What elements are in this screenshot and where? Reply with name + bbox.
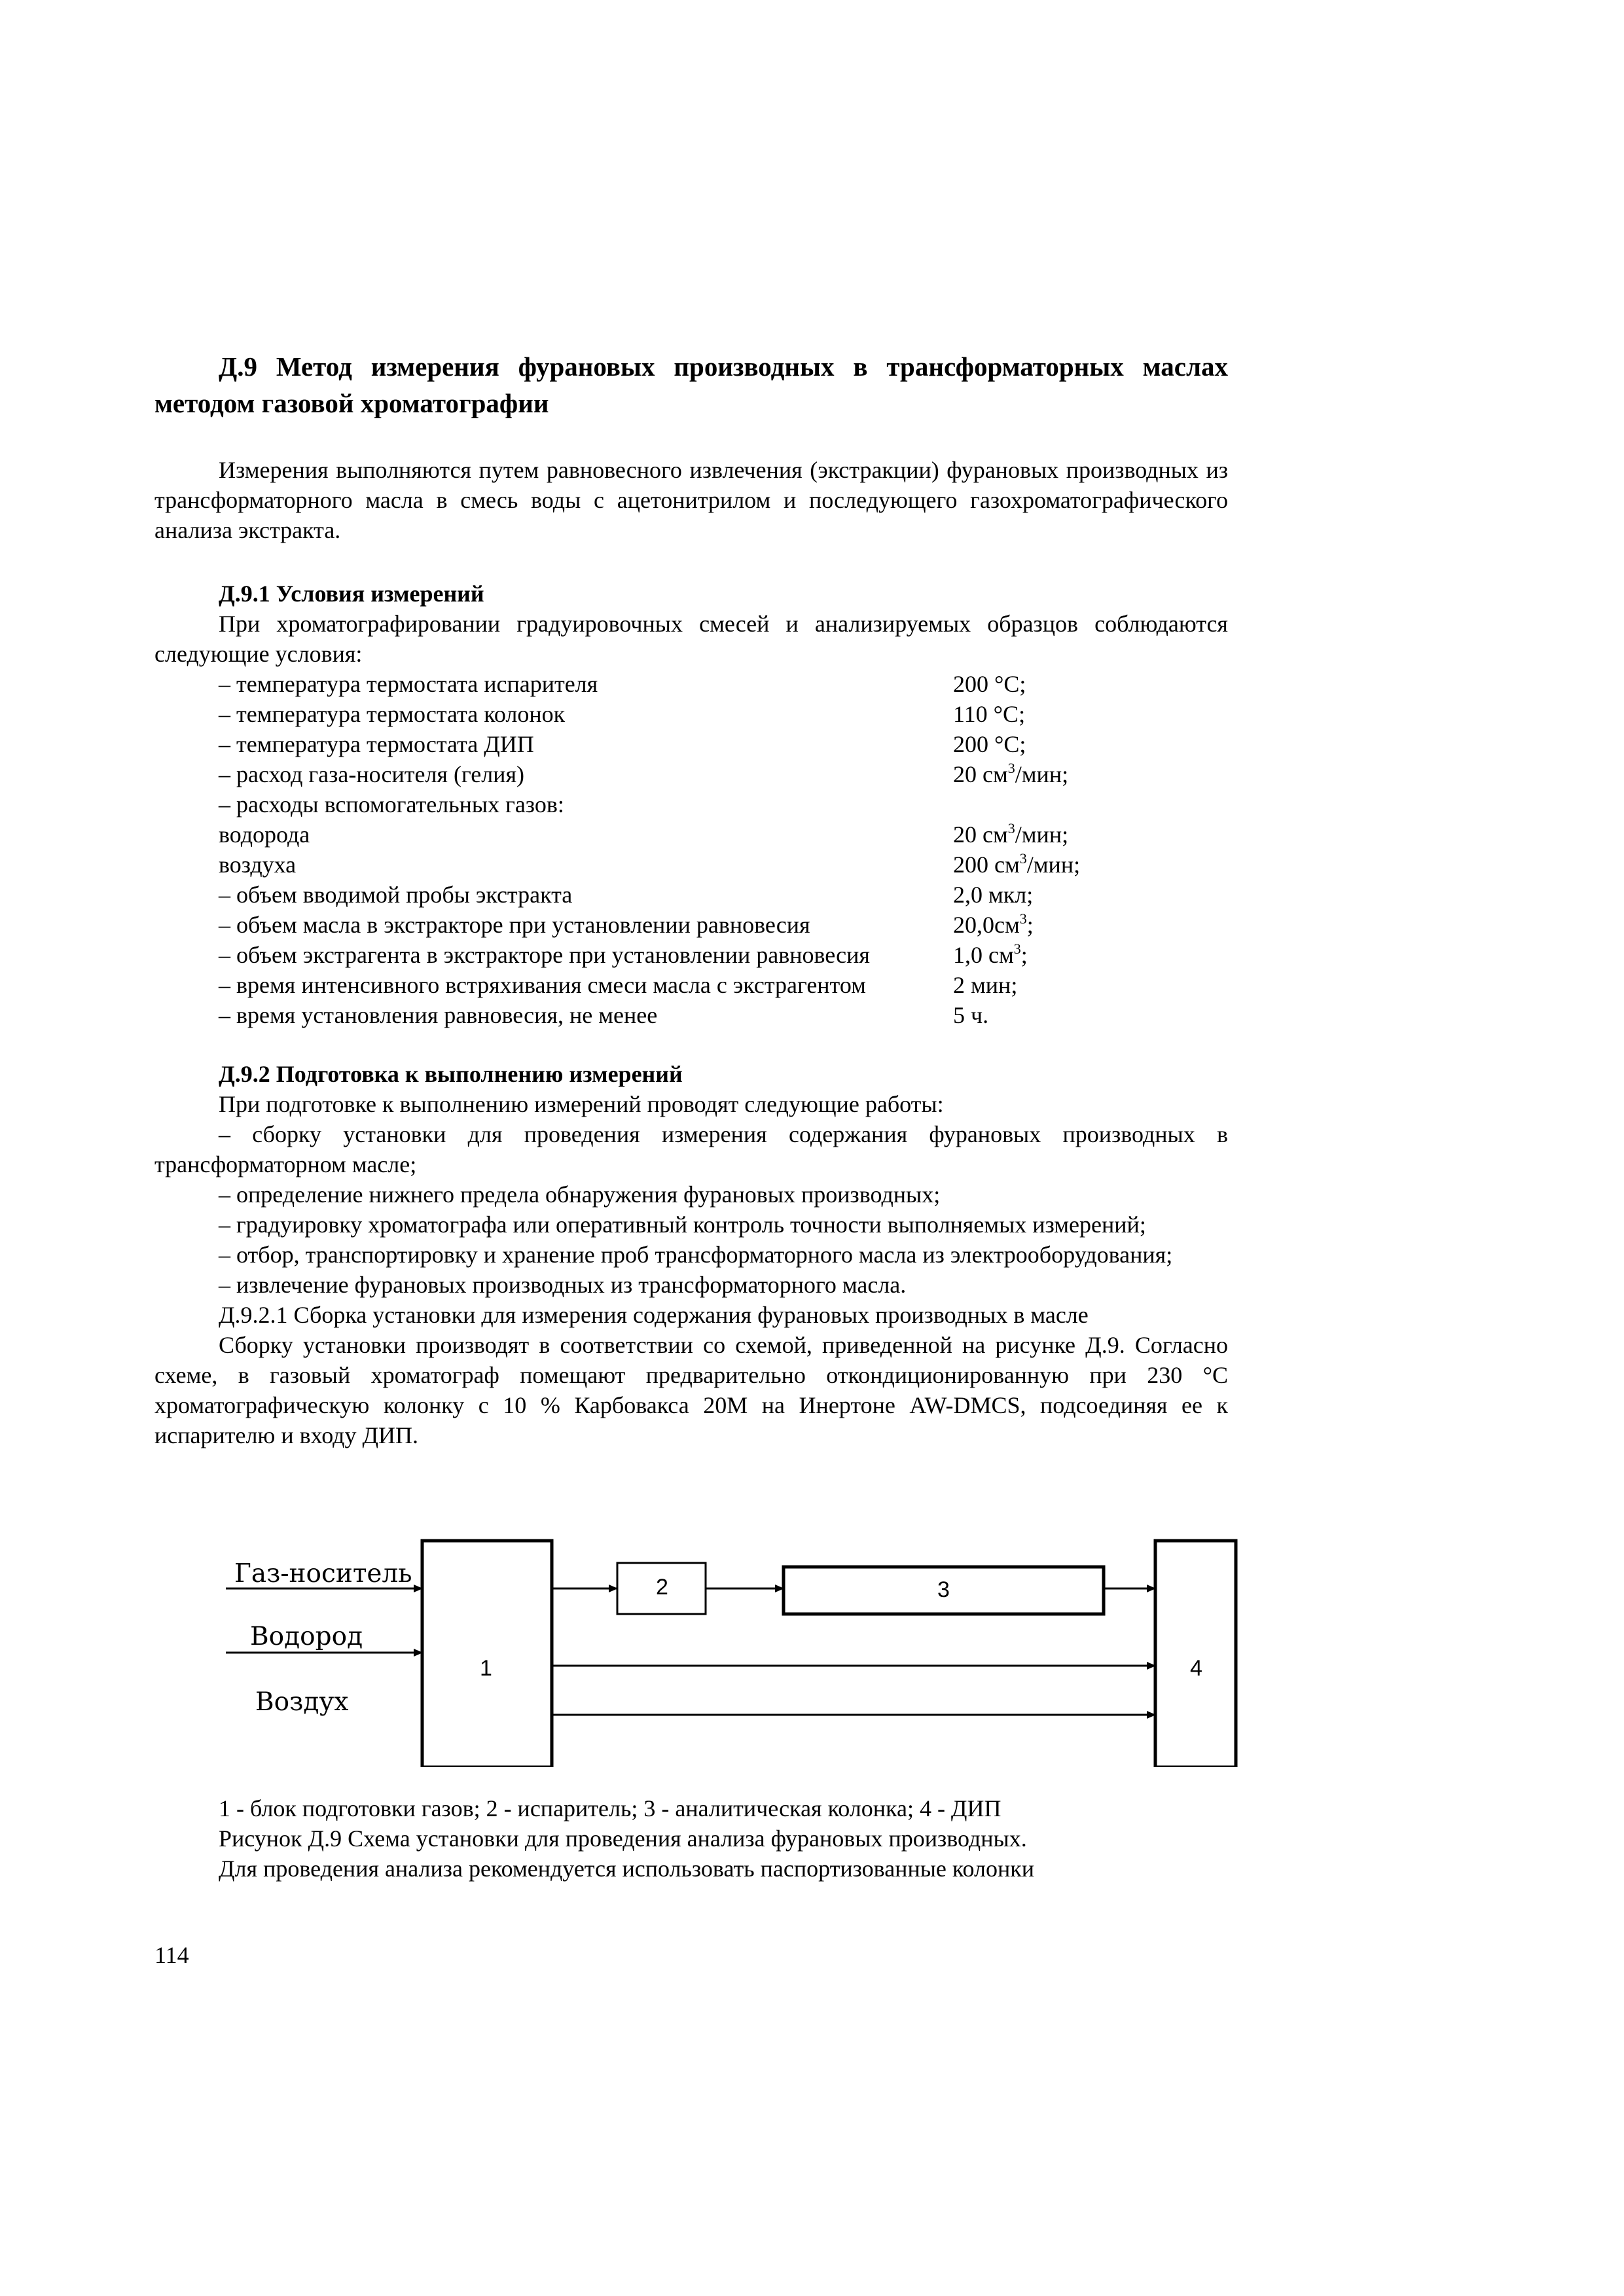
list-item: – градуировку хроматографа или оперативный контроль точности выполняемых измерений;: [219, 1211, 1146, 1238]
input-label: Воздух: [255, 1687, 349, 1717]
list-item: – сборку установки для проведения измерения содержания фурановых производных в трансформаторном масле;: [154, 1121, 1228, 1177]
condition-row: – объем экстрагента в экстракторе при установлении равновесия 1,0 $см^3$;: [219, 941, 1028, 968]
condition-row: воздуха 200 $см^3$/мин;: [219, 850, 1081, 878]
condition-row: – температура термостата ДИП 200 °С;: [219, 731, 1026, 757]
preparation-list: [154, 1119, 1228, 1450]
figure-legend: 1 - блок подготовки газов; 2 - испаритель; 3 - аналитическая колонка; 4 - ДИП: [219, 1795, 1001, 1821]
block-label: 2: [656, 1575, 668, 1600]
condition-row: – расход газа-носителя (гелия) 20 $см^3$/мин;: [219, 760, 1069, 787]
section-2-lead: При подготовке к выполнению измерений проводят следующие работы:: [219, 1091, 944, 1117]
block-label: 4: [1190, 1656, 1202, 1681]
subsection-text: Сборку установки производят в соответствии со схемой, приведенной на рисунке Д.9. Согласно схеме, в газовый хроматограф помещают предварительно откондиционированную при 230 °С хроматографическую колонку с 10 % Карбовакса 20М на Инертоне AW-DMCS, подсоединяя ее к испарителю и входу ДИП.: [154, 1332, 1228, 1448]
condition-row: – время интенсивного встряхивания смеси масла с экстрагентом 2 мин;: [219, 972, 1018, 998]
section-1-lead: При хроматографировании градуировочных смесей и анализируемых образцов соблюдаются следующие условия:: [154, 611, 1228, 667]
condition-row: – расходы вспомогательных газов:: [219, 791, 564, 817]
page-number: 114: [154, 1942, 189, 1968]
condition-row: – время установления равновесия, не менее 5 ч.: [219, 1002, 989, 1028]
input-label: Газ-носитель: [234, 1559, 412, 1588]
list-item: – определение нижнего предела обнаружения фурановых производных;: [219, 1181, 941, 1208]
section-heading: Д.9 Метод измерения фурановых производных в трансформаторных маслах методом газовой хроматографии: [154, 351, 1228, 418]
intro-paragraph: Измерения выполняются путем равновесного извлечения (экстракции) фурановых производных из трансформаторного масла в смесь воды с ацетонитрилом и последующего газохроматографического анализа экстракта.: [154, 457, 1228, 543]
figure-caption: Рисунок Д.9 Схема установки для проведения анализа фурановых производных.: [219, 1825, 1027, 1852]
list-item: – отбор, транспортировку и хранение проб трансформаторного масла из электрооборудования;: [219, 1242, 1173, 1268]
subsection-title: Д.9.2.1 Сборка установки для измерения содержания фурановых производных в масле: [219, 1302, 1089, 1328]
input-label: Водород: [250, 1622, 363, 1651]
condition-row: – температура термостата колонок 110 °С;: [219, 701, 1026, 727]
condition-row: водорода 20 $см^3$/мин;: [219, 820, 1069, 848]
conditions-list: [154, 669, 1228, 1030]
condition-row: – температура термостата испарителя 200 °С;: [219, 671, 1026, 697]
setup-diagram: [223, 1525, 1244, 1767]
block-label: 3: [937, 1577, 950, 1602]
condition-row: – объем масла в экстракторе при установлении равновесия $20,0см^3$;: [219, 910, 1034, 938]
block-4: [1155, 1541, 1236, 1767]
list-item: – извлечение фурановых производных из трансформаторного масла.: [219, 1272, 907, 1298]
block-1: [422, 1541, 552, 1767]
section-1-title: Д.9.1 Условия измерений: [219, 581, 484, 607]
closing-text: Для проведения анализа рекомендуется использовать паспортизованные колонки: [219, 1856, 1035, 1882]
condition-row: – объем вводимой пробы экстракта 2,0 мкл;: [219, 882, 1034, 908]
section-2-title: Д.9.2 Подготовка к выполнению измерений: [219, 1061, 683, 1087]
block-label: 1: [480, 1656, 492, 1681]
